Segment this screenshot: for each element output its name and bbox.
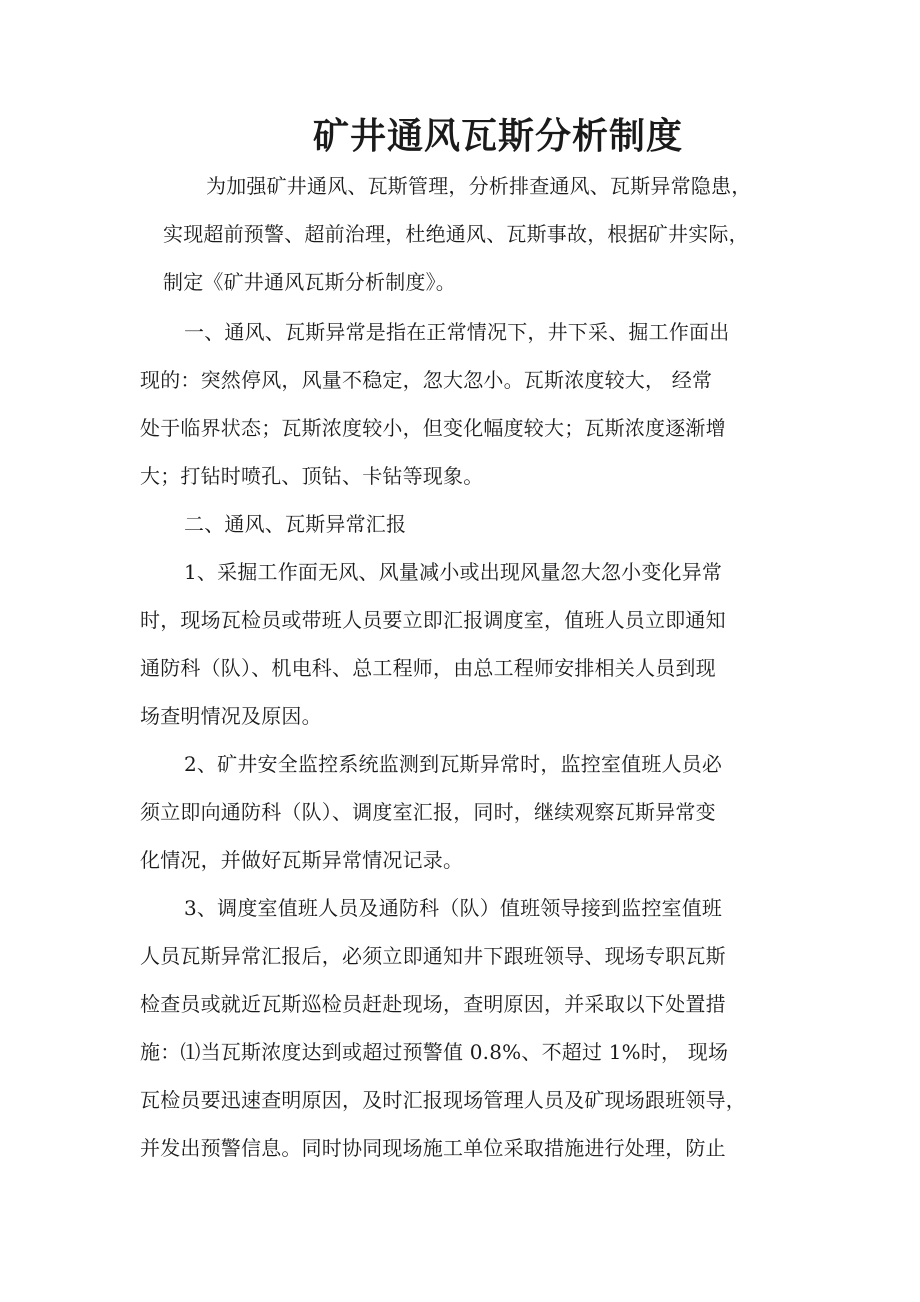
item-3-line-4: 施：⑴当瓦斯浓度达到或超过预警值 0.8%、不超过 1%时， 现场 [140, 1040, 729, 1064]
item-3-line-6: 并发出预警信息。同时协同现场施工单位采取措施进行处理，防止 [140, 1136, 726, 1160]
section-1-line-3: 处于临界状态；瓦斯浓度较小，但变化幅度较大；瓦斯浓度逐渐增 [140, 416, 726, 440]
item-1-line-2: 时，现场瓦检员或带班人员要立即汇报调度室，值班人员立即通知 [140, 608, 726, 632]
item-1-line-1: 1、采掘工作面无风、风量减小或出现风量忽大忽小变化异常 [184, 560, 723, 584]
intro-line-2: 实现超前预警、超前治理，杜绝通风、瓦斯事故，根据矿井实际， [163, 222, 749, 246]
item-3-line-1: 3、调度室值班人员及通防科（队）值班领导接到监控室值班 [184, 896, 723, 920]
item-2-line-1: 2、矿井安全监控系统监测到瓦斯异常时，监控室值班人员必 [184, 752, 723, 776]
item-2-line-3: 化情况，并做好瓦斯异常情况记录。 [140, 848, 464, 872]
section-1-line-1: 一、通风、瓦斯异常是指在正常情况下，井下采、掘工作面出 [184, 320, 730, 344]
section-1-line-2: 现的：突然停风，风量不稳定，忽大忽小。瓦斯浓度较大， 经常 [140, 368, 713, 392]
item-1-line-4: 场查明情况及原因。 [140, 704, 322, 728]
item-3-line-5: 瓦检员要迅速查明原因，及时汇报现场管理人员及矿现场跟班领导， [140, 1088, 746, 1112]
item-1-line-3: 通防科（队）、机电科、总工程师，由总工程师安排相关人员到现 [140, 656, 716, 680]
item-2-line-2: 须立即向通防科（队）、调度室汇报，同时，继续观察瓦斯异常变 [140, 800, 716, 824]
intro-line-3: 制定《矿井通风瓦斯分析制度》。 [163, 270, 456, 294]
intro-line-1: 为加强矿井通风、瓦斯管理，分析排查通风、瓦斯异常隐患， [206, 174, 752, 198]
item-3-line-2: 人员瓦斯异常汇报后，必须立即通知井下跟班领导、现场专职瓦斯 [140, 944, 726, 968]
document-title: 矿井通风瓦斯分析制度 [312, 116, 683, 157]
section-1-line-4: 大；打钻时喷孔、顶钻、卡钻等现象。 [140, 464, 484, 488]
item-3-line-3: 检查员或就近瓦斯巡检员赶赴现场，查明原因，并采取以下处置措 [140, 992, 726, 1016]
section-2-heading: 二、通风、瓦斯异常汇报 [184, 512, 407, 536]
